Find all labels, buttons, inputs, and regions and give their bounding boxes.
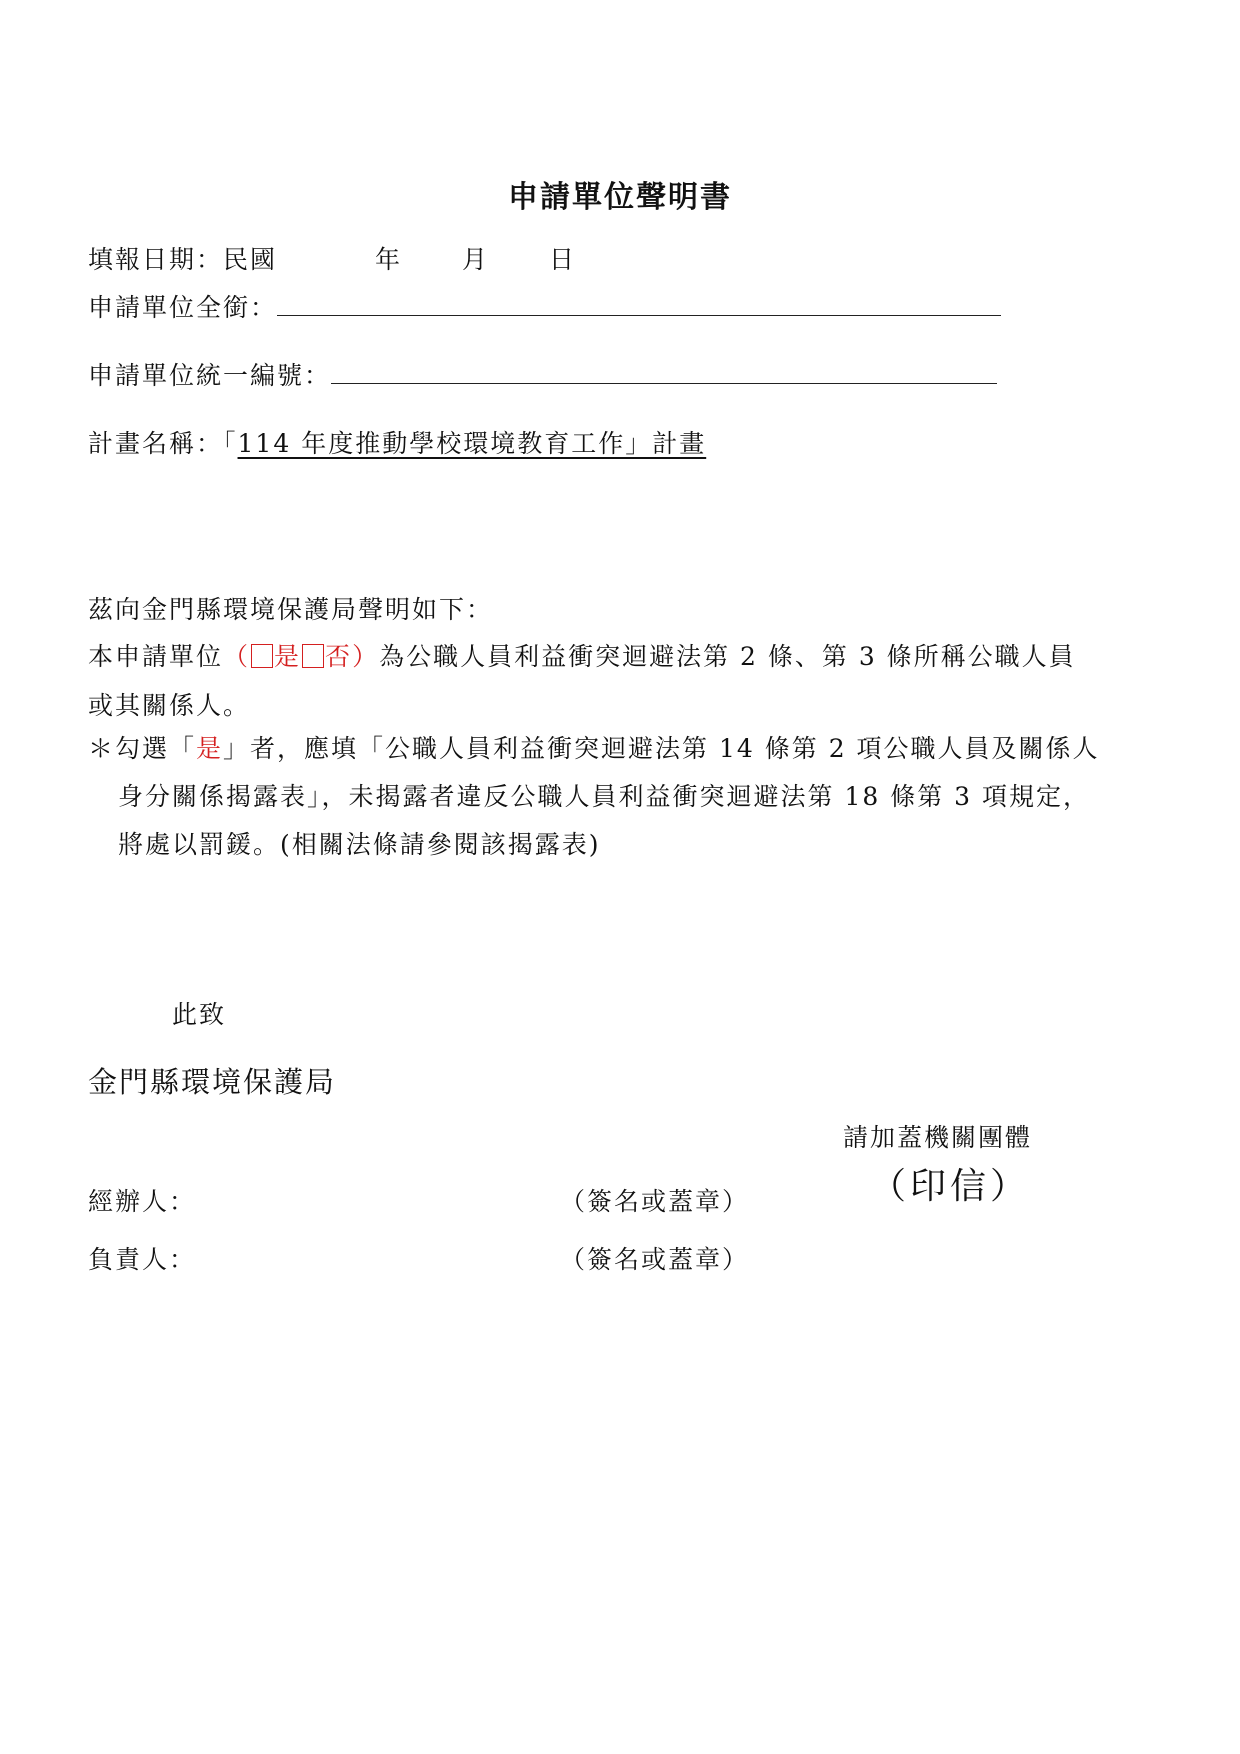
page-title: 申請單位聲明書 <box>508 180 732 215</box>
declaration-intro: 茲向金門縣環境保護局聲明如下： <box>88 595 494 624</box>
month-label: 月 <box>462 245 490 274</box>
declaration-statement: 為公職人員利益衝突迴避法第 2 條、第 3 條所稱公職人員 <box>379 642 1076 671</box>
closing-recipient: 金門縣環境保護局 <box>88 1065 337 1099</box>
org-id-line <box>88 356 997 392</box>
note-pre: 勾選「 <box>115 734 197 763</box>
org-name-label: 申請單位全銜： <box>88 293 278 322</box>
year-label: 年 <box>375 245 403 274</box>
paren-close: ） <box>352 642 380 671</box>
declaration-line-2: 或其關係人。 <box>88 691 251 720</box>
closing-to: 此致 <box>172 1000 227 1029</box>
yes-checkbox[interactable] <box>251 644 273 668</box>
note-line-1-post: 」者，應填「公職人員利益衝突迴避法第 14 條第 2 項公職人員及關係人 <box>223 734 1100 763</box>
responsible-label: 負責人： <box>88 1245 197 1274</box>
seal-placeholder: （印信） <box>870 1166 1031 1207</box>
org-name-field[interactable] <box>277 289 1001 316</box>
project-line <box>88 424 706 460</box>
org-name-line <box>88 288 1001 324</box>
project-name: 114 年度推動學校環境教育工作」計畫 <box>237 429 707 458</box>
asterisk-icon: ＊ <box>88 734 116 763</box>
no-option-label: 否 <box>325 642 353 671</box>
signature-row-handler <box>88 1182 196 1218</box>
declaration-subject: 本申請單位 <box>88 642 224 671</box>
yes-option-label: 是 <box>274 642 302 671</box>
note-line-2: 身分關係揭露表」，未揭露者違反公職人員利益衝突迴避法第 18 條第 3 項規定， <box>118 782 1091 811</box>
day-label: 日 <box>549 245 577 274</box>
date-line <box>88 240 576 276</box>
note-line-1 <box>88 725 1100 773</box>
project-label: 計畫名稱： <box>88 429 224 458</box>
declaration-line-1 <box>88 637 1076 673</box>
note-line-3: 將處以罰鍰。(相關法條請參閱該揭露表) <box>118 830 601 859</box>
signature-row-responsible <box>88 1240 196 1276</box>
paren-open: （ <box>223 642 251 671</box>
org-id-label: 申請單位統一編號： <box>88 361 332 390</box>
no-checkbox[interactable] <box>302 644 324 668</box>
handler-label: 經辦人： <box>88 1187 197 1216</box>
note-block <box>88 725 1100 869</box>
project-open-quote: 「 <box>223 429 238 458</box>
responsible-sign-hint[interactable]: （簽名或蓋章） <box>560 1245 750 1274</box>
date-label: 填報日期：民國 <box>88 245 278 274</box>
note-yes: 是 <box>196 734 224 763</box>
stamp-note: 請加蓋機關團體 <box>843 1123 1033 1152</box>
handler-sign-hint[interactable]: （簽名或蓋章） <box>560 1187 750 1216</box>
org-id-field[interactable] <box>331 357 997 384</box>
